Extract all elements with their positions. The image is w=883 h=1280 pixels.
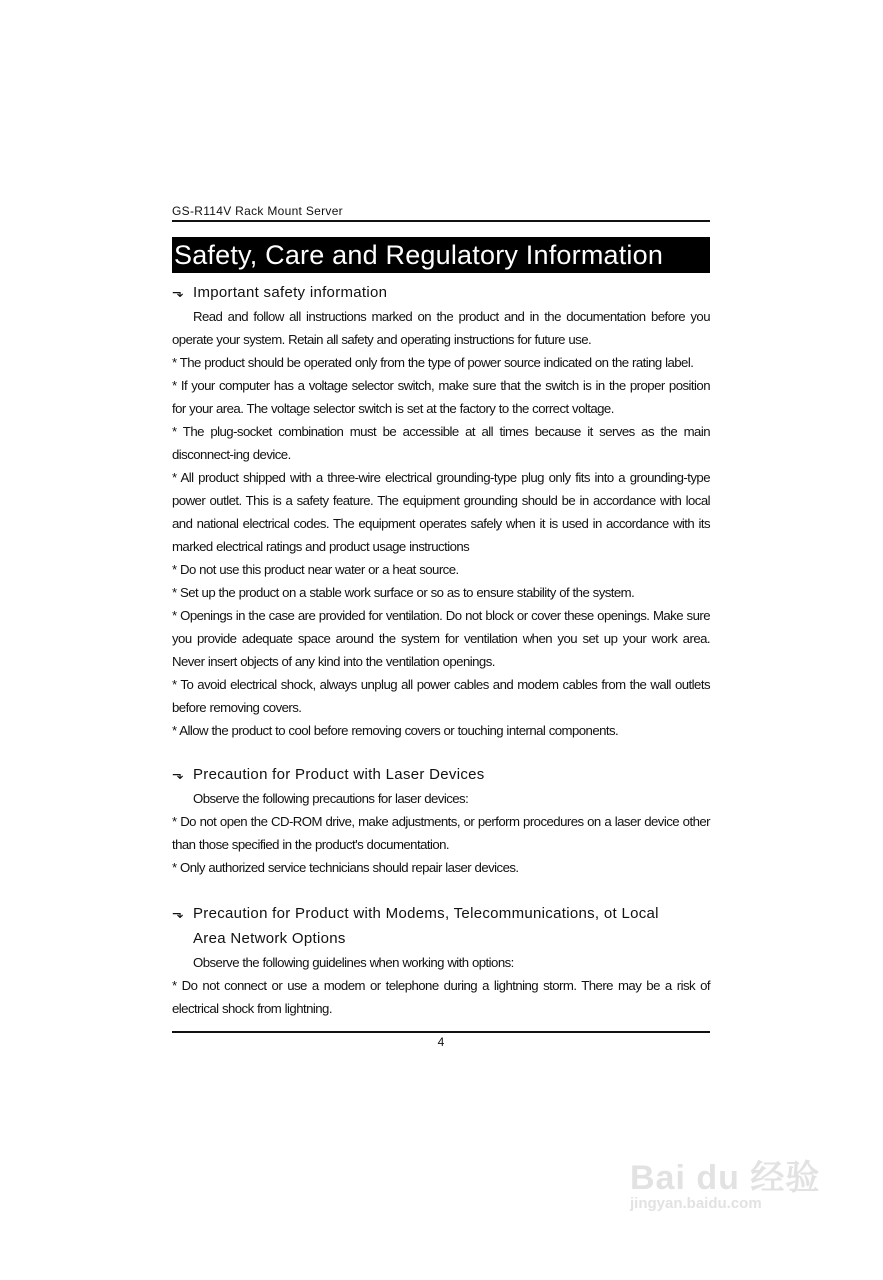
paragraph: * Do not connect or use a modem or telephone during a lightning storm. There may be a risk of electrical shock from lightning. xyxy=(172,978,710,1016)
watermark-url: jingyan.baidu.com xyxy=(630,1195,762,1212)
footer-rule xyxy=(172,1031,710,1033)
section-heading xyxy=(172,280,710,305)
page-title: Safety, Care and Regulatory Information xyxy=(172,237,710,273)
hand-pointer-icon: ⬎ xyxy=(172,284,185,300)
section-heading xyxy=(172,901,710,951)
hand-pointer-icon: ⬎ xyxy=(172,905,185,921)
paragraph: Observe the following guidelines when working with options: xyxy=(193,955,514,970)
watermark-logo: Bai du 经验 xyxy=(630,1159,821,1197)
paragraph: * Allow the product to cool before removing covers or touching internal components. xyxy=(172,723,619,738)
hand-pointer-icon: ⬎ xyxy=(172,766,185,782)
baidu-watermark xyxy=(630,1150,820,1212)
section-heading-text: Important safety information xyxy=(193,284,388,301)
paragraph: * To avoid electrical shock, always unplug all power cables and modem cables from the wall outlets before removing covers. xyxy=(172,677,710,715)
header-rule xyxy=(172,220,710,222)
paragraph: * The plug-socket combination must be accessible at all times because it serves as the main disconnect-ing device. xyxy=(172,424,710,462)
section-heading-text: Precaution for Product with Modems, Telecommunications, ot Local Area Network Options xyxy=(193,905,659,947)
paragraph: * The product should be operated only from the type of power source indicated on the rating label. xyxy=(172,355,694,370)
paragraph: Read and follow all instructions marked on the product and in the documentation before you operate your system. Retain all safety and operating instructions for future use. xyxy=(172,309,710,347)
section-heading-text: Precaution for Product with Laser Devices xyxy=(193,766,485,783)
section-modems xyxy=(172,901,710,1020)
paragraph: Observe the following precautions for laser devices: xyxy=(193,791,469,806)
page-number: 4 xyxy=(437,1035,445,1049)
running-header: GS-R114V Rack Mount Server xyxy=(172,204,343,218)
paragraph: * If your computer has a voltage selector switch, make sure that the switch is in the proper position for your area. The voltage selector switch is set at the factory to the correct voltage. xyxy=(172,378,710,416)
paragraph: * Only authorized service technicians should repair laser devices. xyxy=(172,860,519,875)
paragraph: * Do not open the CD-ROM drive, make adjustments, or perform procedures on a laser device other than those specified in the product's documentation. xyxy=(172,814,710,852)
section-heading xyxy=(172,762,710,787)
section-important-safety xyxy=(172,280,710,742)
section-laser xyxy=(172,762,710,879)
paragraph: * All product shipped with a three-wire electrical grounding-type plug only fits into a grounding-type power outlet. This is a safety feature. The equipment grounding should be in accordance with local and national electrical codes. The equipment operates safely when it is used in accordance with its marked electrical ratings and product usage instructions xyxy=(172,470,710,554)
paragraph: * Do not use this product near water or a heat source. xyxy=(172,562,459,577)
paragraph: * Openings in the case are provided for ventilation. Do not block or cover these openings. Make sure you provide adequate space around the system for ventilation when you set up your work area. Never insert objects of any kind into the ventilation openings. xyxy=(172,608,710,669)
paragraph: * Set up the product on a stable work surface or so as to ensure stability of the system. xyxy=(172,585,635,600)
